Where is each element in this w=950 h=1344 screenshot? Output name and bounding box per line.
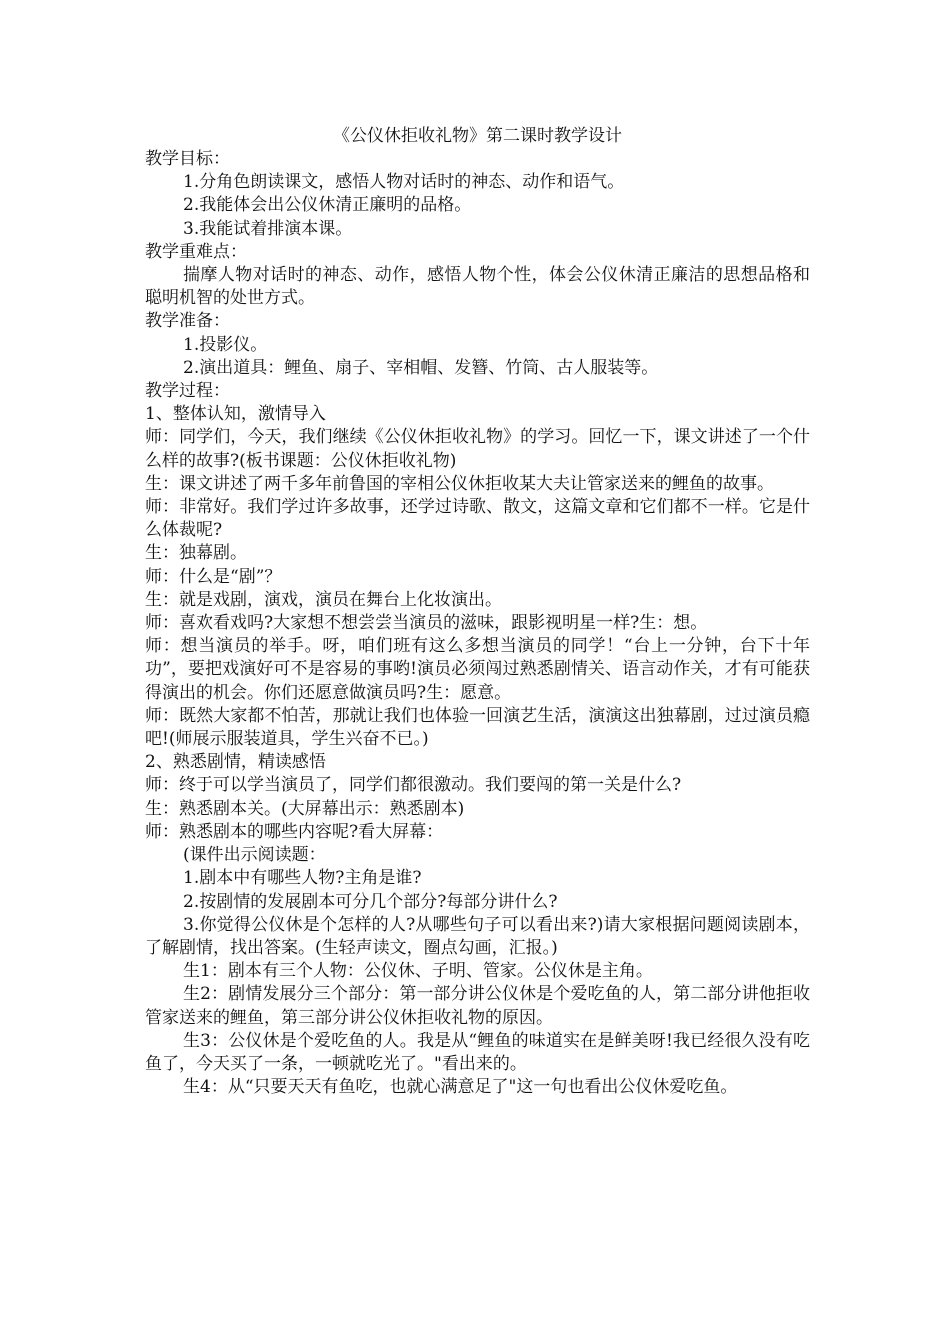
process-heading: 教学过程： (145, 381, 230, 402)
questions-intro: (课件出示阅读题： (183, 845, 326, 866)
question-item: 2.按剧情的发展剧本可分几个部分?每部分讲什么? (183, 891, 558, 912)
section-heading: 1、整体认知，激情导入 (145, 404, 326, 425)
answer-paragraph: 生1：剧本有三个人物：公仪休、子明、管家。公仪休是主角。 (183, 961, 653, 982)
answer-paragraph: 生3：公仪休是个爱吃鱼的人。我是从“鲤鱼的味道实在是鲜美呀!我已经很久没有吃鱼了，今天买了一条，一顿就吃光了。"看出来的。 (145, 1030, 810, 1074)
dialogue-paragraph: 师：熟悉剧本的哪些内容呢?看大屏幕： (145, 821, 444, 842)
document-page (145, 124, 810, 1099)
section-heading: 2、熟悉剧情，精读感悟 (145, 752, 326, 773)
prep-item: 2.演出道具：鲤鱼、扇子、宰相帽、发簪、竹筒、古人服装等。 (183, 357, 659, 378)
dialogue-paragraph: 师：喜欢看戏吗?大家想不想尝尝当演员的滋味，跟影视明星一样?生：想。 (145, 613, 708, 634)
dialogue-paragraph: 生：独幕剧。 (145, 543, 247, 564)
dialogue-paragraph: 师：终于可以学当演员了，同学们都很激动。我们要闯的第一关是什么? (145, 775, 682, 796)
dialogue-paragraph: 师：什么是“剧”？ (145, 566, 282, 587)
question-item: 3.你觉得公仪休是个怎样的人?从哪些句子可以看出来?)请大家根据问题阅读剧本，了解剧情，找出答案。(生轻声读文，圈点勾画，汇报。) (145, 914, 810, 958)
dialogue-paragraph: 师：非常好。我们学过许多故事，还学过诗歌、散文，这篇文章和它们都不一样。它是什么体裁呢? (145, 497, 810, 541)
answer-paragraph: 生2：剧情发展分三个部分：第一部分讲公仪休是个爱吃鱼的人，第二部分讲他拒收管家送来的鲤鱼，第三部分讲公仪休拒收礼物的原因。 (145, 984, 810, 1028)
goal-item: 3.我能试着排演本课。 (183, 218, 353, 239)
answer-paragraph: 生4：从“只要天天有鱼吃，也就心满意足了"这一句也看出公仪休爱吃鱼。 (183, 1077, 738, 1098)
dialogue-paragraph: 师：既然大家都不怕苦，那就让我们也体验一回演艺生活，演演这出独幕剧，过过演员瘾吧!(师展示服装道具，学生兴奋不已。) (145, 705, 810, 750)
dialogue-paragraph: 生：熟悉剧本关。(大屏幕出示：熟悉剧本) (145, 798, 465, 819)
goals-heading: 教学目标： (145, 149, 230, 169)
page-title: 《公仪休拒收礼物》第二课时教学设计 (333, 126, 622, 146)
dialogue-paragraph: 生：课文讲述了两千多年前鲁国的宰相公仪休拒收某大夫让管家送来的鲤鱼的故事。 (145, 473, 774, 494)
key-heading: 教学重难点： (145, 241, 247, 262)
goal-item: 1.分角色朗读课文，感悟人物对话时的神态、动作和语气。 (183, 172, 625, 193)
dialogue-paragraph: 师：想当演员的举手。呀，咱们班有这么多想当演员的同学！“台上一分钟，台下十年功”，要把戏演好可不是容易的事哟!演员必须闯过熟悉剧情关、语言动作关，才有可能获得演出的机会。你们还愿意做演员吗?生：愿意。 (145, 636, 810, 703)
dialogue-paragraph: 生：就是戏剧，演戏，演员在舞台上化妆演出。 (145, 589, 502, 610)
question-item: 1.剧本中有哪些人物?主角是谁? (183, 868, 422, 889)
key-paragraph: 揣摩人物对话时的神态、动作，感悟人物个性，体会公仪休清正廉洁的思想品格和聪明机智的处世方式。 (145, 265, 810, 309)
prep-heading: 教学准备： (145, 311, 230, 332)
dialogue-paragraph: 师：同学们，今天，我们继续《公仪休拒收礼物》的学习。回忆一下，课文讲述了一个什么样的故事?(板书课题：公仪休拒收礼物) (145, 427, 810, 471)
prep-item: 1.投影仪。 (183, 334, 268, 355)
goal-item: 2.我能体会出公仪休清正廉明的品格。 (183, 195, 472, 216)
